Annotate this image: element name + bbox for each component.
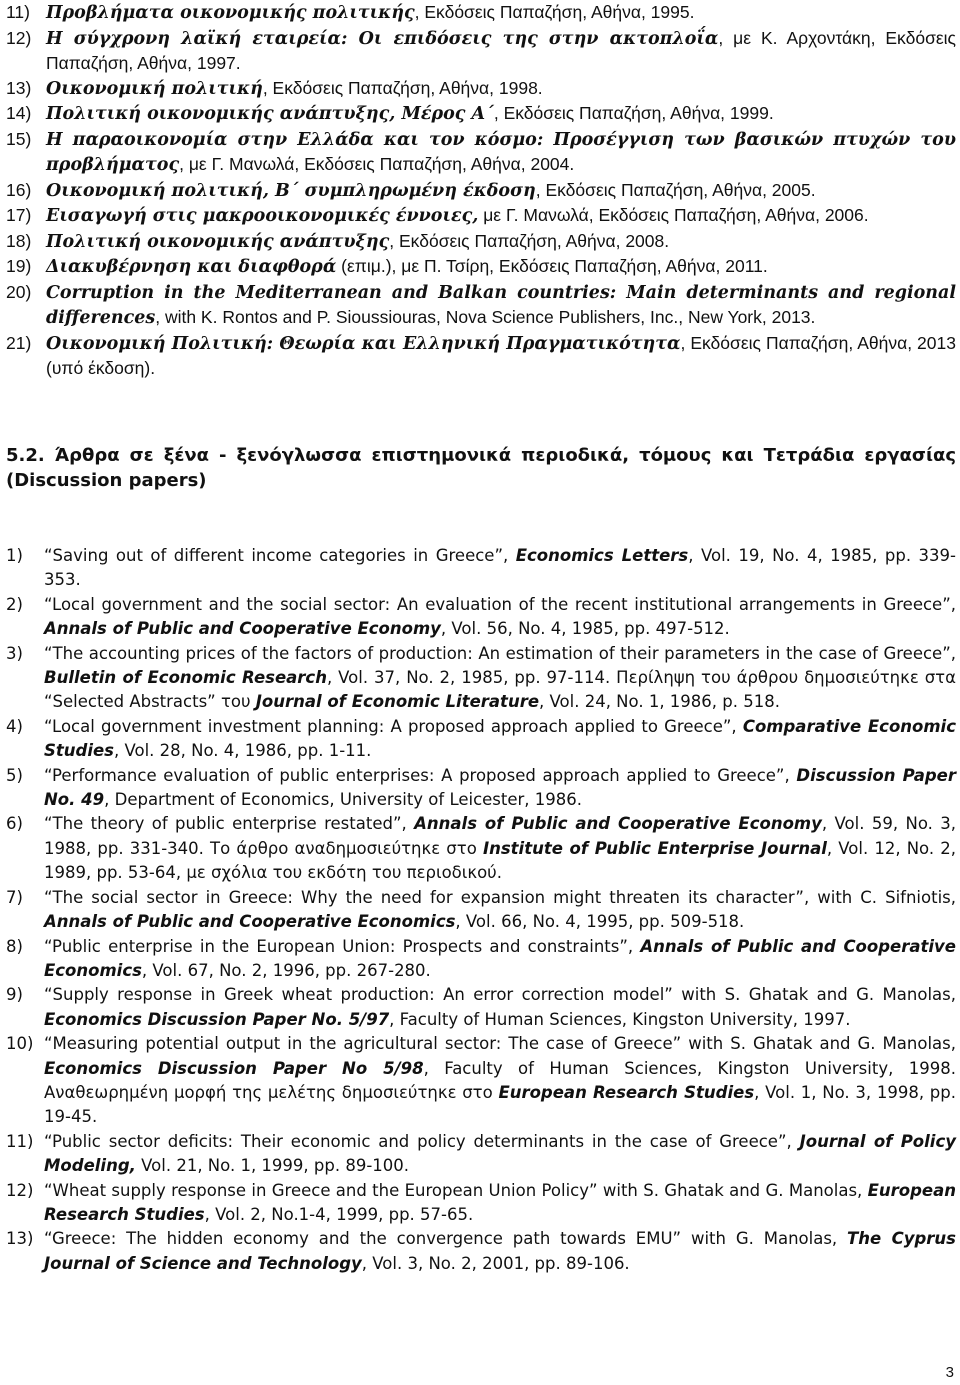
article-title: “Local government investment planning: A proposed approach applied to Greece”, xyxy=(44,716,743,736)
publication-details: , with K. Rontos and P. Sioussiouras, Nova Science Publishers, Inc., New York, 2013. xyxy=(155,307,816,327)
publication-details: με Γ. Μανωλά, Εκδόσεις Παπαζήση, Αθήνα, 2006. xyxy=(478,205,869,225)
list-item xyxy=(6,0,956,26)
item-number: 13) xyxy=(6,77,32,98)
article-details: , Vol. 19, No. 4, 1985, pp. 339-353. xyxy=(44,546,957,590)
list-item xyxy=(6,331,956,381)
journal-name: Bulletin of Economic Research xyxy=(44,668,327,688)
journal-name: Journal of Policy Modeling, xyxy=(44,1131,956,1176)
publication-title: Προβλήματα οικονομικής πολιτικής xyxy=(46,3,415,23)
article-details-secondary: , Vol. 12, No. 2, 1989, pp. 53-64, με σχόλια του εκδότη του περιοδικού. xyxy=(44,838,956,883)
journal-name: Annals of Public and Cooperative Economics xyxy=(44,912,456,932)
list-item xyxy=(6,1227,956,1276)
publication-details: , με Κ. Αρχοντάκη, Εκδόσεις Παπαζήση, Αθήνα, 1997. xyxy=(46,27,956,73)
journal-name-secondary: Journal of Economic Literature xyxy=(255,692,540,712)
list-item xyxy=(6,229,956,255)
item-number: 16) xyxy=(6,179,32,200)
list-item xyxy=(6,1032,956,1130)
list-item xyxy=(6,76,956,102)
article-title: “The social sector in Greece: Why the need for expansion might threaten its character”, with C. Sifniotis, xyxy=(44,887,956,907)
list-item xyxy=(6,1130,956,1179)
list-item xyxy=(6,26,956,76)
publication-title: Πολιτική οικονομικής ανάπτυξης xyxy=(46,231,390,252)
journal-name: Economics Discussion Paper No. 5/97 xyxy=(44,1009,390,1029)
article-title: “Saving out of different income categories in Greece”, xyxy=(44,546,516,565)
greek-publications-list xyxy=(6,0,956,381)
item-number: 1) xyxy=(6,546,23,565)
item-number: 6) xyxy=(6,814,23,834)
item-number: 8) xyxy=(6,936,23,956)
journal-name: Economics Letters xyxy=(515,546,689,565)
list-item xyxy=(6,101,956,127)
page-number: 3 xyxy=(945,1364,954,1381)
item-number: 19) xyxy=(6,256,32,276)
publication-details: , Εκδόσεις Παπαζήση, Αθήνα, 2013 (υπό έκδοση). xyxy=(46,332,956,378)
article-details: , Vol. 59, No. 3, 1988, pp. 331-340. Το άρθρο αναδημοσιεύτηκε στο xyxy=(44,814,957,858)
article-details: Vol. 21, No. 1, 1999, pp. 89-100. xyxy=(135,1156,410,1176)
item-number: 17) xyxy=(6,205,32,225)
publication-title: Οικονομική πολιτική, Β΄ συμπληρωμένη έκδοση xyxy=(46,180,536,201)
articles-list xyxy=(6,544,956,1276)
journal-name-secondary: Institute of Public Enterprise Journal xyxy=(482,838,827,858)
journal-name: European Research Studies xyxy=(44,1180,956,1224)
list-item xyxy=(6,1179,956,1228)
item-number: 12) xyxy=(6,1180,34,1200)
publication-details: , Εκδόσεις Παπαζήση, Αθήνα, 1998. xyxy=(262,77,543,98)
publication-title: Η σύγχρονη λαϊκή εταιρεία: Οι επιδόσεις της στην ακτοπλοΐα xyxy=(46,28,719,49)
item-number: 9) xyxy=(6,985,23,1005)
list-item xyxy=(6,935,956,984)
publication-details: , με Γ. Μανωλά, Εκδόσεις Παπαζήση, Αθήνα, 2004. xyxy=(179,154,575,174)
journal-name: Comparative Economic Studies xyxy=(44,716,956,761)
journal-name: The Cyprus Journal of Science and Technology xyxy=(44,1229,956,1273)
list-item xyxy=(6,544,956,593)
journal-name: Discussion Paper No. 49 xyxy=(44,765,956,810)
item-number: 20) xyxy=(6,281,32,302)
item-number: 3) xyxy=(6,643,23,663)
item-number: 21) xyxy=(6,332,32,353)
list-item xyxy=(6,127,956,178)
article-details: , Vol. 66, No. 4, 1995, pp. 509-518. xyxy=(455,912,745,932)
publication-title: Η παραοικονομία στην Ελλάδα και τον κόσμο: Προσέγγιση των βασικών πτυχών του προβλήματος xyxy=(46,129,956,175)
item-number: 18) xyxy=(6,230,32,251)
publication-title: Corruption in the Mediterranean and Balkan countries: Main determinants and regional differences xyxy=(46,282,956,328)
publication-title: Οικονομική πολιτική xyxy=(46,78,263,99)
publication-details: (επιμ.), με Π. Τσίρη, Εκδόσεις Παπαζήση, Αθήνα, 2011. xyxy=(336,256,768,276)
list-item xyxy=(6,764,956,813)
item-number: 12) xyxy=(6,27,32,48)
publication-details: , Εκδόσεις Παπαζήση, Αθήνα, 2005. xyxy=(535,179,816,200)
article-title: “Public enterprise in the European Union: Prospects and constraints”, xyxy=(44,936,641,956)
article-details: , Department of Economics, University of Leicester, 1986. xyxy=(104,790,583,810)
item-number: 2) xyxy=(6,594,23,614)
article-title: “Wheat supply response in Greece and the European Union Policy” with S. Ghatak and G. Manolas, xyxy=(44,1180,868,1200)
article-details: , Vol. 28, No. 4, 1986, pp. 1-11. xyxy=(114,741,372,761)
list-item xyxy=(6,254,956,280)
article-details-secondary: , Vol. 1, No. 3, 1998, pp. 19-45. xyxy=(44,1082,956,1127)
item-number: 4) xyxy=(6,716,23,736)
article-title: “Public sector deficits: Their economic and policy determinants in the case of Greece”, xyxy=(44,1131,800,1151)
item-number: 14) xyxy=(6,103,32,123)
publication-details: , Εκδόσεις Παπαζήση, Αθήνα, 1999. xyxy=(493,103,774,123)
item-number: 13) xyxy=(6,1229,34,1249)
article-title: “The accounting prices of the factors of production: An estimation of their parameters in the case of Greece”, xyxy=(44,643,956,663)
section-heading: 5.2. Άρθρα σε ξένα - ξενόγλωσσα επιστημονικά περιοδικά, τόμους και Τετράδια εργασίας (Discussion papers) xyxy=(6,445,956,491)
article-details: , Vol. 2, No.1-4, 1999, pp. 57-65. xyxy=(204,1204,474,1224)
item-number: 7) xyxy=(6,887,23,907)
article-title: “Supply response in Greek wheat production: An error correction model” with S. Ghatak and G. Manolas, xyxy=(44,985,956,1005)
journal-name: Annals of Public and Cooperative Economy xyxy=(44,619,441,639)
list-item xyxy=(6,886,956,935)
item-number: 15) xyxy=(6,128,32,149)
article-details-secondary: , Vol. 24, No. 1, 1986, p. 518. xyxy=(539,692,780,712)
article-title: “Greece: The hidden economy and the convergence path towards EMU” with G. Manolas, xyxy=(44,1229,848,1249)
list-item xyxy=(6,715,956,764)
list-item xyxy=(6,642,956,715)
item-number: 11) xyxy=(6,2,30,22)
journal-name: Annals of Public and Cooperative Economy xyxy=(414,814,822,834)
list-item xyxy=(6,280,956,331)
list-item xyxy=(6,983,956,1032)
article-details: , Vol. 37, No. 2, 1985, pp. 97-114. Περίληψη του άρθρου δημοσιεύτηκε στα “Selected Abstracts” του xyxy=(44,668,956,712)
journal-name: Economics Discussion Paper No 5/98 xyxy=(44,1058,424,1078)
journal-name: Annals of Public and Cooperative Economics xyxy=(44,936,956,980)
article-details: , Faculty of Human Sciences, Kingston University, 1998. Αναθεωρημένη μορφή της μελέτης δημοσιεύτηκε στο xyxy=(44,1058,956,1102)
article-title: “Local government and the social sector: An evaluation of the recent institutional arrangements in Greece”, xyxy=(44,594,956,614)
item-number: 11) xyxy=(6,1131,34,1151)
article-title: “The theory of public enterprise restated”, xyxy=(44,814,415,834)
publication-details: , Εκδόσεις Παπαζήση, Αθήνα, 1995. xyxy=(414,2,695,22)
list-item xyxy=(6,812,956,885)
article-details: , Faculty of Human Sciences, Kingston University, 1997. xyxy=(389,1009,851,1029)
article-details: , Vol. 3, No. 2, 2001, pp. 89-106. xyxy=(361,1253,630,1273)
publication-details: , Εκδόσεις Παπαζήση, Αθήνα, 2008. xyxy=(389,230,670,251)
item-number: 10) xyxy=(6,1034,34,1054)
article-title: “Performance evaluation of public enterprises: A proposed approach applied to Greece”, xyxy=(44,765,797,785)
publication-title: Εισαγωγή στις μακροοικονομικές έννοιες, xyxy=(46,206,479,226)
article-details: , Vol. 56, No. 4, 1985, pp. 497-512. xyxy=(440,619,730,639)
list-item xyxy=(6,593,956,642)
article-title: “Measuring potential output in the agricultural sector: The case of Greece” with S. Ghatak and G. Manolas, xyxy=(44,1034,956,1054)
publication-title: Διακυβέρνηση και διαφθορά xyxy=(46,257,337,277)
journal-name-secondary: European Research Studies xyxy=(498,1082,755,1102)
list-item xyxy=(6,178,956,204)
list-item xyxy=(6,203,956,229)
article-details: , Vol. 67, No. 2, 1996, pp. 267-280. xyxy=(141,960,431,980)
publication-title: Πολιτική οικονομικής ανάπτυξης, Μέρος Α΄ xyxy=(46,104,494,124)
publication-title: Οικονομική Πολιτική: Θεωρία και Ελληνική Πραγματικότητα xyxy=(46,333,681,354)
item-number: 5) xyxy=(6,765,23,785)
